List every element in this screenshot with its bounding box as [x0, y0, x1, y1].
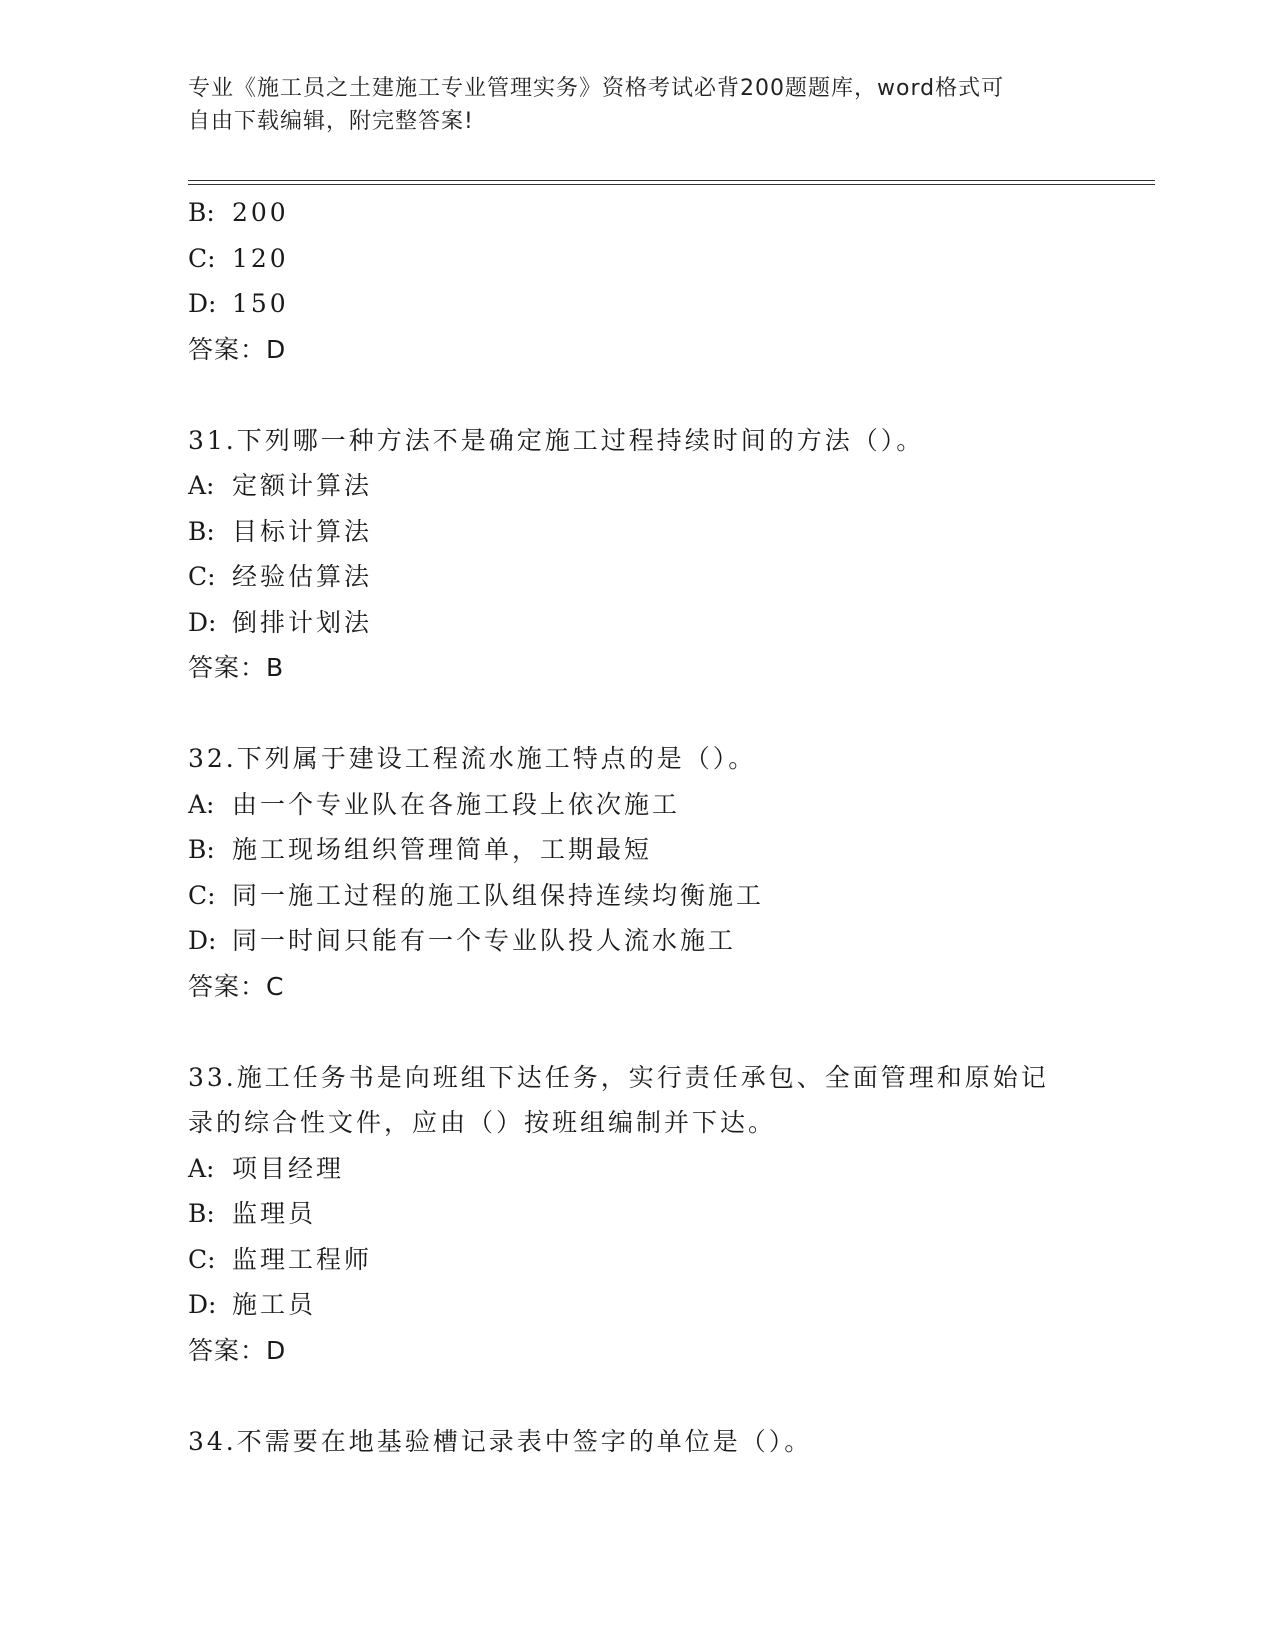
question-text-line-1: 33.施工任务书是向班组下达任务，实行责任承包、全面管理和原始记: [188, 1062, 1049, 1092]
answer-line: 答案：B: [188, 653, 285, 682]
option-d: D: 施工员: [188, 1290, 317, 1319]
header-title-line-2: 自由下载编辑，附完整答案!: [188, 109, 474, 134]
option-b: B: 200: [188, 198, 289, 227]
question-block-32: [188, 736, 1118, 1009]
option-c: C: 经验估算法: [188, 562, 373, 591]
option-a: A: 定额计算法: [188, 471, 373, 500]
option-a: A: 项目经理: [188, 1153, 345, 1183]
question-block-33: [188, 1055, 1118, 1374]
option-d: D: 150: [188, 289, 289, 318]
question-text-line-2: 录的综合性文件，应由（）按班组编制并下达。: [188, 1108, 777, 1137]
question-list: [188, 190, 1118, 1464]
answer-line: 答案：C: [188, 971, 285, 1001]
question-text: 32.下列属于建设工程流水施工特点的是（）。: [188, 744, 757, 773]
question-block-prev: [188, 190, 1118, 372]
answer-line: 答案：D: [188, 1335, 287, 1365]
spacer: [188, 1373, 1118, 1419]
question-block-31: [188, 418, 1118, 691]
option-c: C: 同一施工过程的施工队组保持连续均衡施工: [188, 880, 765, 910]
question-block-34: [188, 1419, 1118, 1465]
option-c: C: 监理工程师: [188, 1244, 373, 1274]
option-d: D: 倒排计划法: [188, 607, 373, 637]
option-b: B: 监理员: [188, 1199, 317, 1228]
answer-line: 答案：D: [188, 334, 287, 364]
spacer: [188, 1009, 1118, 1055]
spacer: [188, 691, 1118, 737]
option-a: A: 由一个专业队在各施工段上依次施工: [188, 789, 681, 819]
option-b: B: 目标计算法: [188, 516, 373, 546]
question-text: 34.不需要在地基验槽记录表中签字的单位是（）。: [188, 1426, 813, 1456]
header-title-line-1: 专业《施工员之土建施工专业管理实务》资格考试必背200题题库，word格式可: [188, 76, 1005, 101]
option-b: B: 施工现场组织管理简单，工期最短: [188, 835, 653, 864]
question-text: 31.下列哪一种方法不是确定施工过程持续时间的方法（）。: [188, 425, 925, 455]
spacer: [188, 372, 1118, 418]
option-d: D: 同一时间只能有一个专业队投人流水施工: [188, 926, 737, 955]
document-header: [188, 72, 1068, 138]
header-double-rule: [188, 180, 1155, 185]
option-c: C: 120: [188, 243, 289, 273]
